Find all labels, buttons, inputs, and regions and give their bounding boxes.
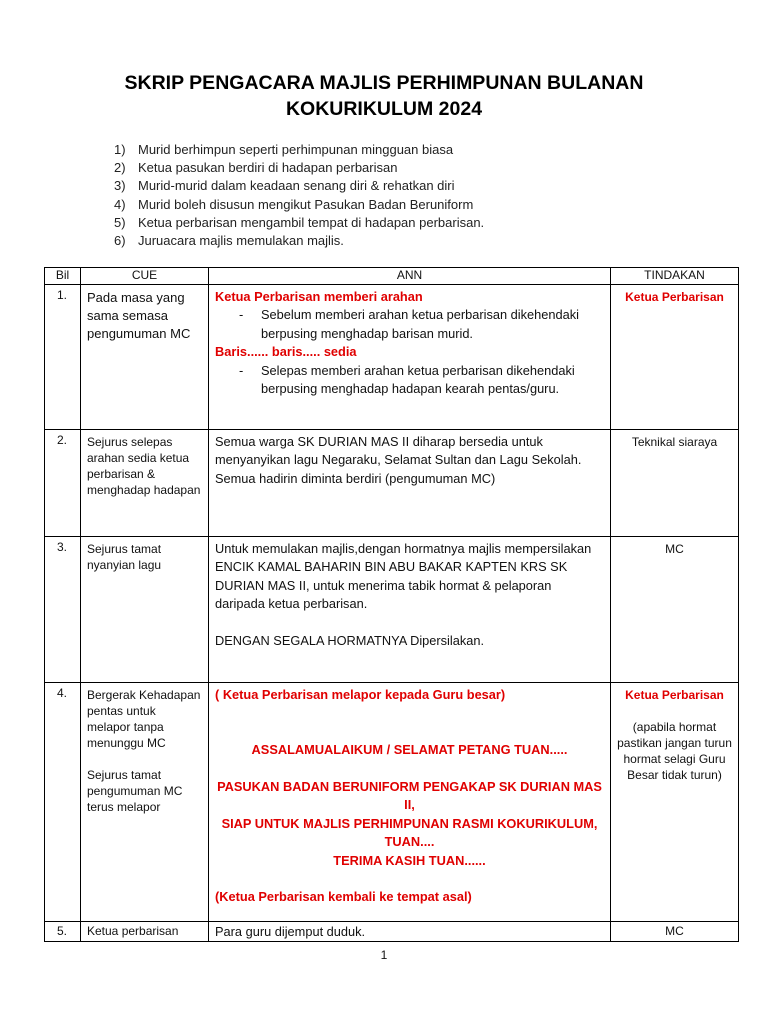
cell-cue: Sejurus selepas arahan sedia ketua perbarisan & menghadap hadapan bbox=[81, 430, 209, 537]
header-tindakan: TINDAKAN bbox=[611, 268, 739, 285]
list-item: 4) Murid boleh disusun mengikut Pasukan Badan Beruniform bbox=[114, 196, 474, 212]
cell-bil: 1. bbox=[45, 285, 81, 430]
cell-ann: Untuk memulakan majlis,dengan hormatnya majlis mempersilakan ENCIK KAMAL BAHARIN BIN ABU BAKAR KAPTEN KRS SK DURIAN MAS II, untuk menerima tabik hormat & pelaporan daripada ketua perbarisan. DENGAN SEGALA HORMATNYA Dipersilakan. bbox=[209, 537, 611, 683]
cell-tindakan: MC bbox=[611, 922, 739, 942]
tindakan-note: (apabila hormat pastikan jangan turun hormat selagi Guru Besar tidak turun) bbox=[617, 720, 732, 782]
cell-tindakan: Teknikal siaraya bbox=[611, 430, 739, 537]
header-cue: CUE bbox=[81, 268, 209, 285]
document-title bbox=[0, 70, 768, 122]
cell-cue: Sejurus tamat nyanyian lagu bbox=[81, 537, 209, 683]
cell-tindakan: Ketua Perbarisan bbox=[611, 285, 739, 430]
page-number: 1 bbox=[380, 948, 388, 962]
cell-bil: 4. bbox=[45, 683, 81, 922]
list-item: 2) Ketua pasukan berdiri di hadapan perbarisan bbox=[114, 160, 398, 176]
cell-ann: Para guru dijemput duduk. bbox=[209, 922, 611, 942]
cell-ann: ( Ketua Perbarisan melapor kepada Guru besar) ASSALAMUALAIKUM / SELAMAT PETANG TUAN..... PASUKAN BADAN BERUNIFORM PENGAKAP SK DURIAN MAS II, SIAP UNTUK MAJLIS PERHIMPUNAN RASMI KOKURIKULUM, TUAN.... TERIMA KASIH TUAN...... (Ketua Perbarisan kembali ke tempat asal) bbox=[209, 683, 611, 922]
list-item: 5) Ketua perbarisan mengambil tempat di hadapan perbarisan. bbox=[114, 214, 485, 230]
ann-bullet: - Selepas memberi arahan ketua perbarisan dikehendaki berpusing menghadap hadapan kearah pentas/guru. bbox=[239, 362, 575, 397]
header-bil: Bil bbox=[45, 268, 81, 285]
title-line-2: KOKURIKULUM 2024 bbox=[285, 98, 483, 120]
list-item: 3) Murid-murid dalam keadaan senang diri & rehatkan diri bbox=[114, 178, 455, 194]
cell-cue: Pada masa yang sama semasa pengumuman MC bbox=[81, 285, 209, 430]
cell-bil: 2. bbox=[45, 430, 81, 537]
header-ann: ANN bbox=[209, 268, 611, 285]
cell-tindakan: MC bbox=[611, 537, 739, 683]
ann-heading: Baris...... baris..... sedia bbox=[215, 344, 357, 360]
script-table bbox=[44, 267, 739, 942]
table-row bbox=[45, 683, 739, 922]
table-row bbox=[45, 285, 739, 430]
cell-ann: Semua warga SK DURIAN MAS II diharap bersedia untuk menyanyikan lagu Negaraku, Selamat Sultan dan Lagu Sekolah. Semua hadirin diminta berdiri (pengumuman MC) bbox=[209, 430, 611, 537]
list-item: 1) Murid berhimpun seperti perhimpunan mingguan biasa bbox=[114, 142, 454, 157]
cell-cue: Bergerak Kehadapan pentas untuk melapor tanpa menunggu MC Sejurus tamat pengumuman MC terus melapor bbox=[81, 683, 209, 922]
ann-heading: Ketua Perbarisan memberi arahan bbox=[215, 289, 423, 304]
cell-bil: 5. bbox=[45, 922, 81, 942]
cell-tindakan: Ketua Perbarisan (apabila hormat pastikan jangan turun hormat selagi Guru Besar tidak turun) bbox=[611, 683, 739, 922]
table-row bbox=[45, 922, 739, 942]
cell-cue: Ketua perbarisan bbox=[81, 922, 209, 942]
list-item: 6) Juruacara majlis memulakan majlis. bbox=[114, 233, 344, 249]
ann-bullet: - Sebelum memberi arahan ketua perbarisan dikehendaki berpusing menghadap barisan murid. bbox=[239, 307, 579, 341]
table-row bbox=[45, 430, 739, 537]
table-header-row bbox=[45, 268, 739, 285]
cell-ann bbox=[209, 285, 611, 430]
cell-bil: 3. bbox=[45, 537, 81, 683]
table-row bbox=[45, 537, 739, 683]
instruction-list bbox=[114, 141, 484, 250]
title-line-1: SKRIP PENGACARA MAJLIS PERHIMPUNAN BULANAN bbox=[124, 72, 644, 94]
